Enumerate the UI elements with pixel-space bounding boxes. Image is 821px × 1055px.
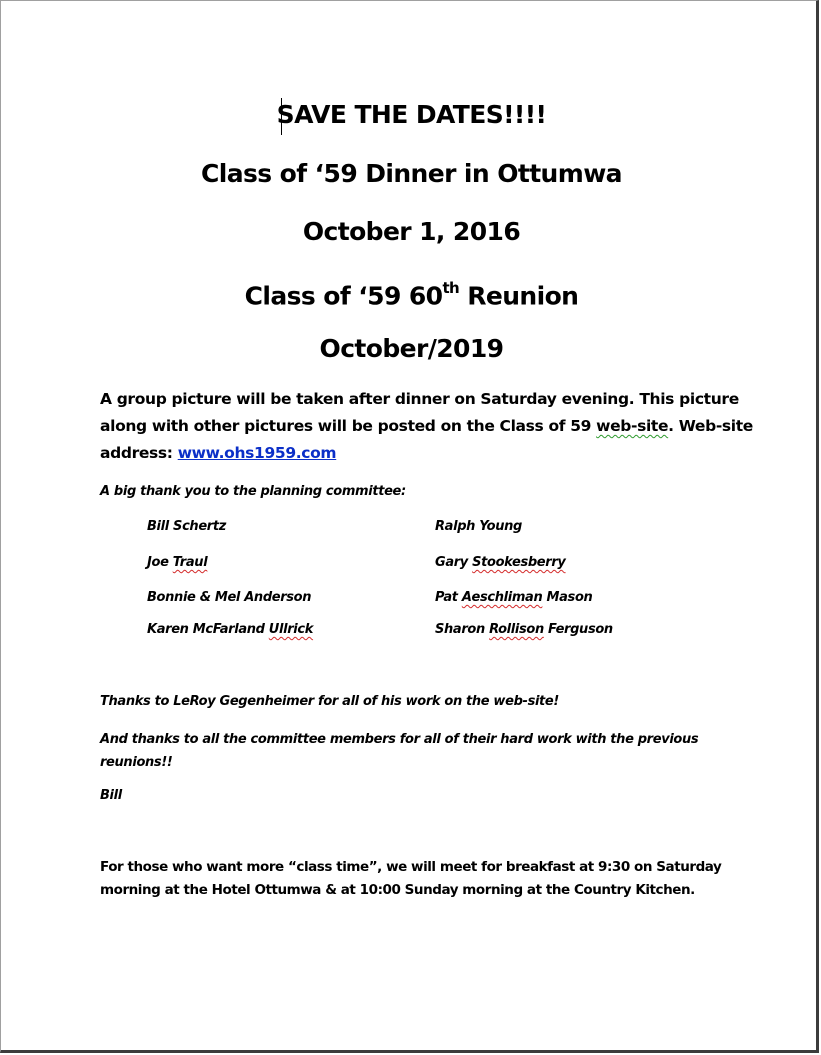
intro-line-2-text: along with other pictures will be posted on the Class of 59 <box>100 417 597 435</box>
intro-line-2-end: . Web-site <box>668 417 753 435</box>
committee-thanks: And thanks to all the committee members for all of their hard work with the previous reunions!! <box>100 732 699 770</box>
committee-intro: A big thank you to the planning committee: <box>100 484 406 499</box>
leroy-thanks: Thanks to LeRoy Gegenheimer for all of his work on the web-site! <box>100 694 559 709</box>
committee-member <box>435 589 592 607</box>
dinner-heading: Class of ‘59 Dinner in Ottumwa <box>201 159 622 188</box>
intro-line-1: A group picture will be taken after dinner on Saturday evening. This picture <box>100 390 739 408</box>
breakfast-line-2: morning at the Hotel Ottumwa & at 10:00 Sunday morning at the Country Kitchen. <box>100 882 695 898</box>
member-last-name: Traul <box>172 555 208 570</box>
committee-member <box>435 554 566 572</box>
member-last-name: Ullrick <box>268 622 314 637</box>
committee-member: Bonnie & Mel Anderson <box>147 590 312 605</box>
committee-member: Ralph Young <box>435 519 522 534</box>
committee-member <box>435 621 613 639</box>
save-the-dates-heading: SAVE THE DATES!!!! <box>276 100 547 129</box>
member-last-name: Stookesberry <box>472 555 566 570</box>
member-first-name: Sharon <box>435 622 490 637</box>
member-first-name: Gary <box>435 555 473 570</box>
reunion-heading <box>1 275 821 311</box>
member-first-name: Pat <box>435 590 462 605</box>
committee-member <box>147 621 313 639</box>
committee-member: Bill Schertz <box>147 519 226 534</box>
intro-line-2 <box>100 413 753 440</box>
member-first-name: Karen McFarland <box>147 622 269 637</box>
signature: Bill <box>100 788 122 803</box>
reunion-heading-suffix: Reunion <box>459 281 579 311</box>
member-maiden-name: Rollison <box>489 622 544 637</box>
member-first-name: Joe <box>147 555 173 570</box>
reunion-date-heading: October/2019 <box>319 334 504 363</box>
address-label: address: <box>100 444 178 462</box>
member-last-name: Ferguson <box>543 622 613 637</box>
committee-member <box>147 554 207 572</box>
member-maiden-name: Aeschliman <box>461 590 543 605</box>
reunion-heading-main: Class of ‘59 60 <box>244 281 443 311</box>
breakfast-line-1: For those who want more “class time”, we will meet for breakfast at 9:30 on Saturday <box>100 859 722 875</box>
dinner-date-heading: October 1, 2016 <box>302 217 521 246</box>
member-last-name: Mason <box>542 590 593 605</box>
breakfast-paragraph <box>100 856 720 902</box>
web-site-word: web-site <box>596 417 669 435</box>
intro-paragraph <box>100 386 753 467</box>
reunion-heading-superscript: th <box>442 279 460 297</box>
intro-line-3 <box>100 440 750 467</box>
website-link[interactable]: www.ohs1959.com <box>177 444 337 462</box>
